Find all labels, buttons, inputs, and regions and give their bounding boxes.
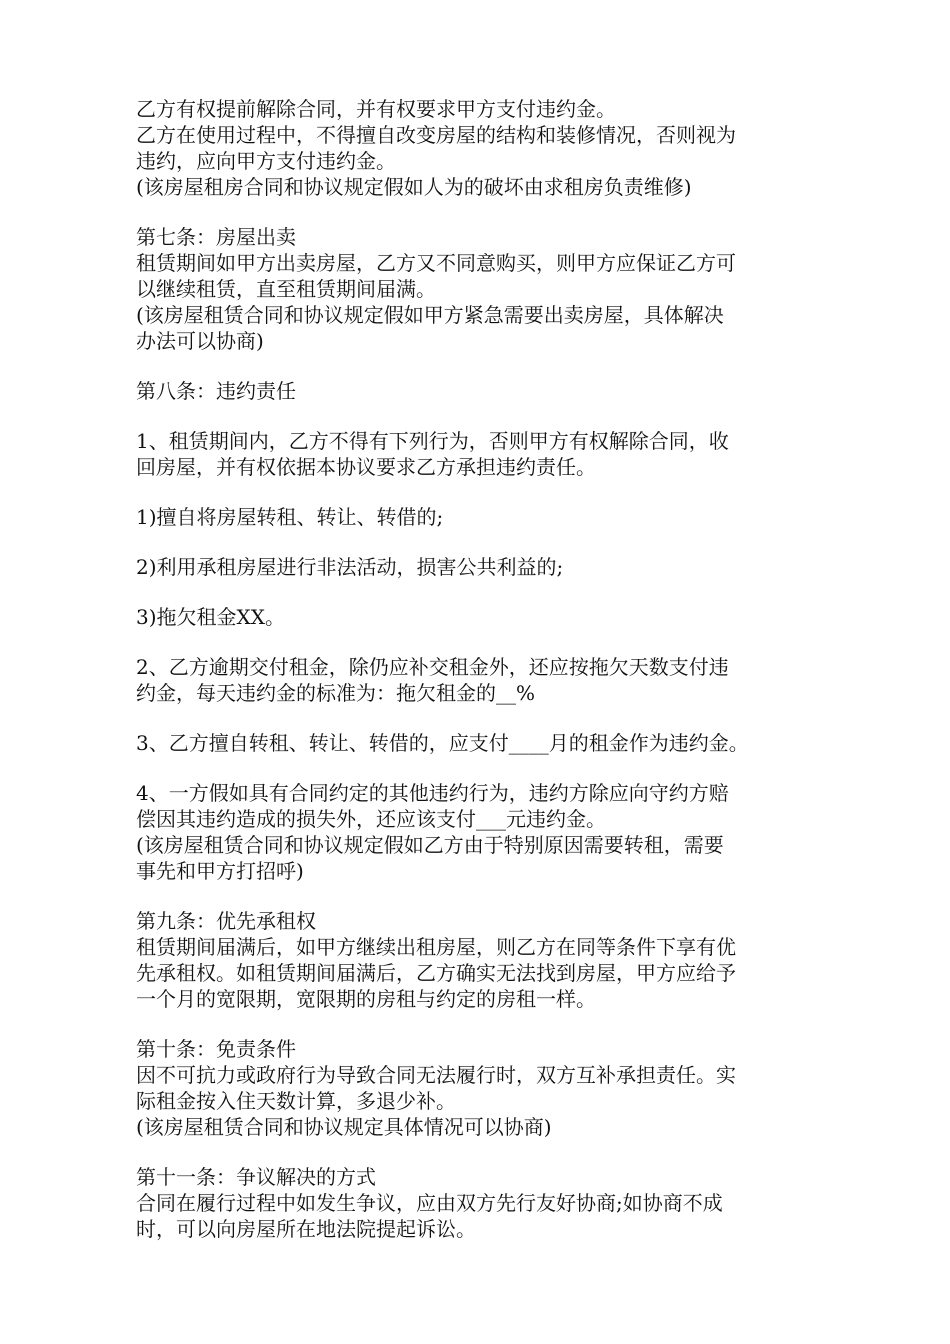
text-line: 先承租权。如租赁期间届满后，乙方确实无法找到房屋，甲方应给予 — [136, 961, 736, 985]
paragraph-gap — [136, 354, 816, 378]
paragraph-gap — [136, 200, 816, 224]
text-line: 事先和甲方打招呼) — [136, 859, 304, 883]
paragraph-gap — [136, 1140, 816, 1164]
text-line: 乙方有权提前解除合同，并有权要求甲方支付违约金。 — [136, 97, 616, 121]
section-heading: 第十一条：争议解决的方式 — [136, 1165, 376, 1189]
text-line: 2、乙方逾期交付租金，除仍应补交租金外，还应按拖欠天数支付违 — [136, 655, 729, 679]
text-line: 合同在履行过程中如发生争议，应由双方先行友好协商;如协商不成 — [136, 1191, 723, 1215]
text-line: (该房屋租赁合同和协议规定具体情况可以协商) — [136, 1115, 552, 1139]
paragraph-gap — [136, 1012, 816, 1036]
paragraph-gap — [136, 530, 816, 554]
text-line: 约金，每天违约金的标准为：拖欠租金的__% — [136, 681, 536, 705]
section-heading: 第七条：房屋出卖 — [136, 225, 296, 249]
list-item: 2)利用承租房屋进行非法活动，损害公共利益的; — [136, 555, 564, 579]
list-item: 1)擅自将房屋转租、转让、转借的; — [136, 505, 444, 529]
paragraph-gap — [136, 580, 816, 604]
paragraph-gap — [136, 404, 816, 428]
text-line: 租赁期间届满后，如甲方继续出租房屋，则乙方在同等条件下享有优 — [136, 935, 736, 959]
text-line: (该房屋租赁合同和协议规定假如乙方由于特别原因需要转租，需要 — [136, 833, 724, 857]
text-line: (该房屋租房合同和协议规定假如人为的破坏由求租房负责维修) — [136, 175, 692, 199]
text-line: 办法可以协商) — [136, 329, 264, 353]
paragraph-gap — [136, 480, 816, 504]
section-heading: 第十条：免责条件 — [136, 1037, 296, 1061]
list-item: 3)拖欠租金XX。 — [136, 605, 286, 629]
text-line: 3、乙方擅自转租、转让、转借的，应支付____月的租金作为违约金。 — [136, 731, 749, 755]
paragraph-gap — [136, 706, 816, 730]
text-line: 偿因其违约造成的损失外，还应该支付___元违约金。 — [136, 807, 606, 831]
text-line: 时，可以向房屋所在地法院提起诉讼。 — [136, 1217, 476, 1241]
paragraph-gap — [136, 884, 816, 908]
text-line: 因不可抗力或政府行为导致合同无法履行时，双方互补承担责任。实 — [136, 1063, 736, 1087]
document-page — [136, 96, 816, 1242]
text-line: 以继续租赁，直至租赁期间届满。 — [136, 277, 436, 301]
paragraph-gap — [136, 630, 816, 654]
section-heading: 第九条：优先承租权 — [136, 909, 316, 933]
text-line: 际租金按入住天数计算，多退少补。 — [136, 1089, 456, 1113]
text-line: (该房屋租赁合同和协议规定假如甲方紧急需要出卖房屋，具体解决 — [136, 303, 724, 327]
text-line: 违约，应向甲方支付违约金。 — [136, 149, 396, 173]
section-heading: 第八条：违约责任 — [136, 379, 296, 403]
text-line: 租赁期间如甲方出卖房屋，乙方又不同意购买，则甲方应保证乙方可 — [136, 251, 736, 275]
text-line: 乙方在使用过程中，不得擅自改变房屋的结构和装修情况，否则视为 — [136, 123, 736, 147]
text-line: 一个月的宽限期，宽限期的房租与约定的房租一样。 — [136, 987, 596, 1011]
paragraph-gap — [136, 756, 816, 780]
text-line: 4、一方假如具有合同约定的其他违约行为，违约方除应向守约方赔 — [136, 781, 729, 805]
text-line: 回房屋，并有权依据本协议要求乙方承担违约责任。 — [136, 455, 596, 479]
text-line: 1、租赁期间内，乙方不得有下列行为，否则甲方有权解除合同，收 — [136, 429, 729, 453]
